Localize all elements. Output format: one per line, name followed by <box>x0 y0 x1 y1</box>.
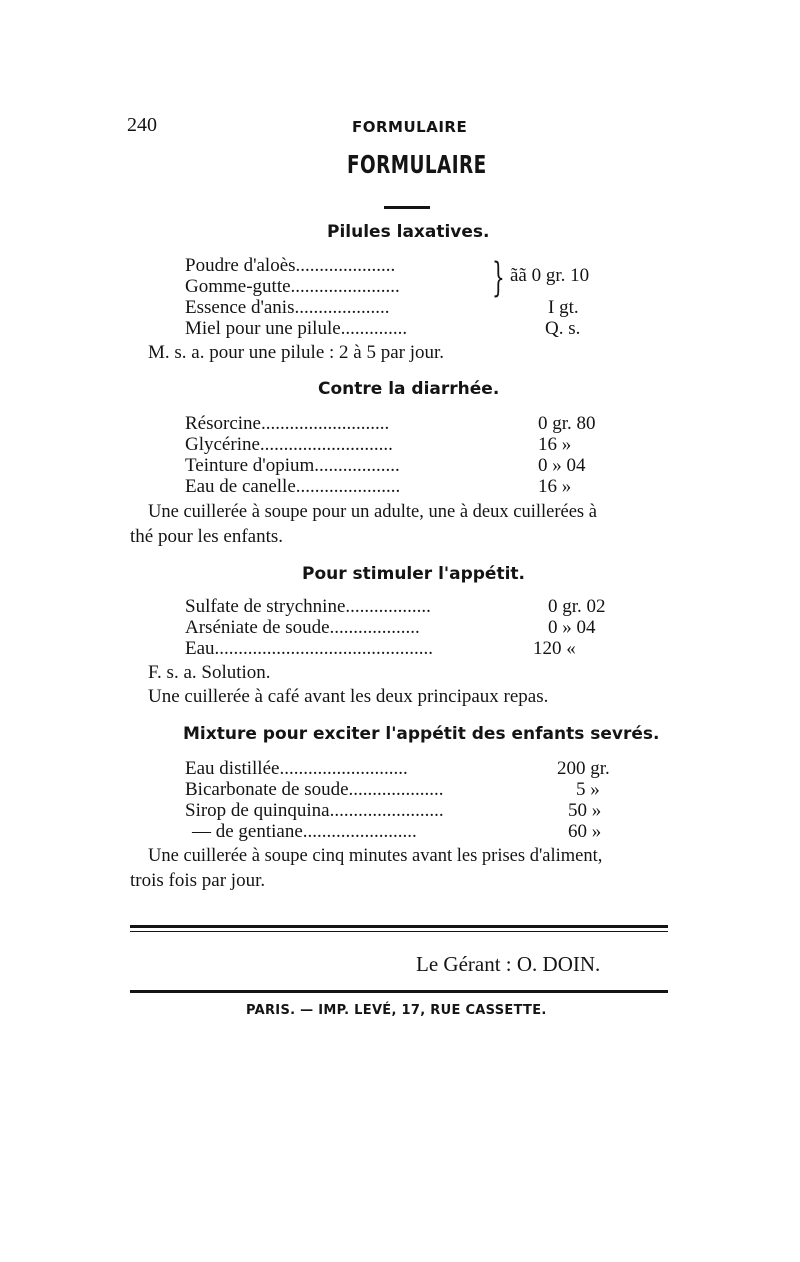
ingredient-row: Poudre d'aloès..................... <box>185 255 396 276</box>
ingredient-qty: I gt. <box>548 297 579 318</box>
ingredient-qty: 16 » <box>538 476 572 497</box>
ingredient-row: Arséniate de soude................... <box>185 617 420 638</box>
dosage-note: Une cuillerée à soupe pour un adulte, une à deux cuillerées à <box>148 502 597 522</box>
prescription-note: F. s. a. Solution. <box>148 662 271 683</box>
ingredient-row: Résorcine........................... <box>185 413 390 434</box>
ingredient-qty: 200 gr. <box>557 758 610 779</box>
imprint-rule <box>130 990 668 993</box>
ingredient-qty: 0 gr. 80 <box>538 413 596 434</box>
ingredient-qty: 50 » <box>568 800 602 821</box>
ingredient-row: Sirop de quinquina........................ <box>185 800 444 821</box>
dosage-note: trois fois par jour. <box>130 870 266 891</box>
section-heading-appetite: Pour stimuler l'appétit. <box>302 564 526 584</box>
ingredient-row: Eau.............................................. <box>185 638 434 659</box>
ingredient-qty: 0 » 04 <box>548 617 596 638</box>
ingredient-row: Glycérine............................ <box>185 434 393 455</box>
prescription-note: M. s. a. pour une pilule : 2 à 5 par jour. <box>148 342 445 363</box>
page-number: 240 <box>127 114 157 136</box>
running-title: FORMULAIRE <box>352 118 468 136</box>
ingredient-qty: 120 « <box>533 638 576 659</box>
ingredient-row: Essence d'anis.................... <box>185 297 390 318</box>
ingredient-qty: 60 » <box>568 821 602 842</box>
ingredient-row: Bicarbonate de soude.................... <box>185 779 444 800</box>
dosage-note: thé pour les enfants. <box>130 526 284 547</box>
footer-rule <box>130 925 668 928</box>
footer-rule <box>130 931 668 932</box>
ingredient-row: Teinture d'opium.................. <box>185 455 400 476</box>
dosage-note: Une cuillerée à café avant les deux principaux repas. <box>148 686 549 707</box>
imprint: PARIS. — IMP. LEVÉ, 17, RUE CASSETTE. <box>246 1003 547 1018</box>
ingredient-qty: 5 » <box>576 779 600 800</box>
signature: Le Gérant : O. DOIN. <box>416 952 601 976</box>
ingredient-qty: 16 » <box>538 434 572 455</box>
ingredient-row: — de gentiane........................ <box>192 821 417 842</box>
section-heading-mixture: Mixture pour exciter l'appétit des enfants sevrés. <box>183 724 660 744</box>
section-heading-diarrhea: Contre la diarrhée. <box>318 379 500 399</box>
ingredient-qty: 0 » 04 <box>538 455 586 476</box>
section-heading-laxatives: Pilules laxatives. <box>327 222 490 242</box>
ingredient-row: Gomme-gutte....................... <box>185 276 400 297</box>
dosage-note: Une cuillerée à soupe cinq minutes avant les prises d'aliment, <box>148 846 603 866</box>
ingredient-row: Eau distillée........................... <box>185 758 408 779</box>
page-title: FORMULAIRE <box>347 150 487 179</box>
ingredient-row: Miel pour une pilule.............. <box>185 318 408 339</box>
ingredient-qty: ãã 0 gr. 10 <box>510 265 590 286</box>
ingredient-row: Sulfate de strychnine.................. <box>185 596 431 617</box>
ingredient-qty: 0 gr. 02 <box>548 596 606 617</box>
title-divider <box>384 206 430 209</box>
ingredient-row: Eau de canelle...................... <box>185 476 401 497</box>
brace: } <box>492 255 505 301</box>
ingredient-qty: Q. s. <box>545 318 581 339</box>
